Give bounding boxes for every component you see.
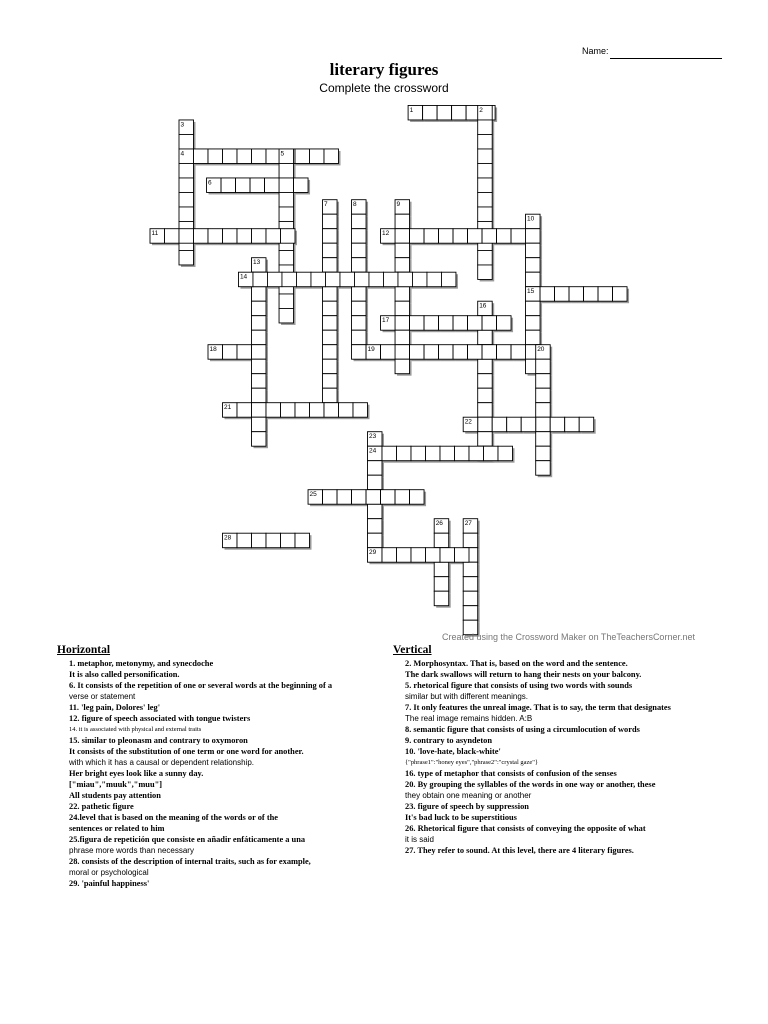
crossword-cell[interactable] — [252, 301, 267, 316]
crossword-cell[interactable] — [253, 272, 268, 287]
crossword-cell[interactable] — [381, 345, 396, 360]
clue-line: sentences or related to him — [69, 824, 165, 833]
crossword-cell[interactable] — [427, 272, 442, 287]
crossword-cell[interactable] — [266, 229, 281, 244]
crossword-cell[interactable] — [434, 577, 449, 592]
crossword-cell[interactable] — [395, 359, 410, 374]
clue-line: All students pay attention — [69, 791, 161, 800]
crossword-cell[interactable] — [352, 316, 367, 331]
crossword-cell[interactable] — [323, 345, 338, 360]
crossword-cell[interactable] — [395, 258, 410, 273]
crossword-cell[interactable] — [279, 294, 294, 309]
crossword-cell[interactable] — [236, 178, 251, 193]
crossword-cell[interactable] — [482, 316, 497, 331]
crossword-cell[interactable] — [295, 149, 310, 164]
crossword-cell[interactable] — [536, 432, 551, 447]
crossword-cell[interactable] — [323, 243, 338, 258]
crossword-cell[interactable] — [324, 149, 339, 164]
crossword-cell[interactable] — [223, 345, 238, 360]
clue-line: 11. 'leg pain, Dolores' leg' — [69, 703, 161, 712]
crossword-cell[interactable] — [279, 207, 294, 222]
crossword-cell[interactable] — [279, 192, 294, 207]
clue-number: 26 — [435, 520, 443, 528]
clue-line: 5. rhetorical figure that consists of using two words with sounds — [405, 681, 633, 690]
crossword-cell[interactable] — [613, 287, 628, 302]
crossword-cell[interactable] — [498, 446, 513, 461]
crossword-cell[interactable] — [266, 533, 281, 548]
crossword-cell[interactable] — [311, 272, 326, 287]
crossword-cell[interactable] — [310, 149, 325, 164]
page-subtitle: Complete the crossword — [319, 81, 449, 95]
crossword-cell[interactable] — [324, 403, 339, 418]
crossword-cell[interactable] — [536, 446, 551, 461]
crossword-cell[interactable] — [369, 272, 384, 287]
horizontal-heading: Horizontal — [57, 644, 111, 656]
crossword-cell[interactable] — [265, 178, 280, 193]
crossword-cell[interactable] — [511, 345, 526, 360]
crossword-cell[interactable] — [323, 316, 338, 331]
crossword-cell[interactable] — [368, 533, 383, 548]
crossword-cell[interactable] — [439, 345, 454, 360]
crossword-cell[interactable] — [424, 316, 439, 331]
clue-number: 5 — [280, 150, 285, 158]
clue-number: 17 — [382, 317, 390, 325]
clue-line: 1. metaphor, metonymy, and synecdoche — [69, 659, 214, 668]
crossword-cell[interactable] — [366, 490, 381, 505]
crossword-cell[interactable] — [353, 403, 368, 418]
crossword-cell[interactable] — [569, 287, 584, 302]
clue-number: 8 — [353, 201, 357, 209]
crossword-cell[interactable] — [511, 229, 526, 244]
crossword-cell[interactable] — [478, 359, 493, 374]
crossword-cell[interactable] — [323, 388, 338, 403]
crossword-cell[interactable] — [237, 403, 252, 418]
clue-line: 15. similar to pleonasm and contrary to oxymoron — [69, 736, 248, 745]
crossword-cell[interactable] — [252, 403, 267, 418]
crossword-cell[interactable] — [179, 229, 194, 244]
vertical-clue-list — [393, 658, 713, 856]
clue-number: 3 — [180, 121, 185, 129]
crossword-cell[interactable] — [478, 388, 493, 403]
crossword-cell[interactable] — [478, 134, 493, 149]
clue-number: 28 — [224, 534, 232, 542]
clue-line: 6. It consists of the repetition of one or several words at the beginning of a — [69, 681, 333, 690]
crossword-cell[interactable] — [536, 461, 551, 476]
clue-line: they obtain one meaning or another — [405, 791, 532, 800]
crossword-cell[interactable] — [482, 345, 497, 360]
clue-number: 20 — [537, 346, 545, 354]
crossword-cell[interactable] — [252, 149, 267, 164]
crossword-cell[interactable] — [352, 243, 367, 258]
crossword-cell[interactable] — [441, 272, 456, 287]
crossword-cell[interactable] — [252, 432, 267, 447]
horizontal-clues — [57, 644, 362, 889]
crossword-cell[interactable] — [281, 533, 296, 548]
crossword-cell[interactable] — [395, 316, 410, 331]
crossword-cell[interactable] — [410, 345, 425, 360]
clue-number: 19 — [367, 346, 375, 354]
crossword-cell[interactable] — [354, 272, 369, 287]
clue-line: 20. By grouping the syllables of the words in one way or another, these — [405, 780, 656, 789]
crossword-cell[interactable] — [295, 533, 310, 548]
crossword-cell[interactable] — [395, 330, 410, 345]
crossword-cell[interactable] — [395, 229, 410, 244]
crossword-cell[interactable] — [478, 265, 493, 280]
crossword-cell[interactable] — [434, 533, 449, 548]
crossword-cell[interactable] — [325, 272, 340, 287]
crossword-cell[interactable] — [478, 192, 493, 207]
crossword-cell[interactable] — [423, 105, 438, 120]
crossword-cell[interactable] — [395, 301, 410, 316]
clue-number: 27 — [464, 520, 472, 528]
crossword-cell[interactable] — [455, 446, 470, 461]
clue-line: 7. It only features the unreal image. That is to say, the term that designates — [405, 703, 671, 712]
crossword-cell[interactable] — [395, 243, 410, 258]
crossword-cell[interactable] — [550, 417, 565, 432]
crossword-cell[interactable] — [382, 446, 397, 461]
crossword-cell[interactable] — [395, 214, 410, 229]
clue-line: moral or psychological — [69, 868, 149, 877]
clue-line: 25.figura de repetición que consiste en añadir enfáticamente a una — [69, 835, 306, 844]
crossword-cell[interactable] — [536, 388, 551, 403]
crossword-cell[interactable] — [281, 403, 296, 418]
crossword-cell[interactable] — [252, 330, 267, 345]
crossword-cell[interactable] — [482, 229, 497, 244]
crossword-cell[interactable] — [437, 105, 452, 120]
clue-line: It's bad luck to be superstitious — [405, 813, 517, 822]
crossword-cell[interactable] — [452, 105, 467, 120]
crossword-cell[interactable] — [453, 229, 468, 244]
clue-line: with which it has a causal or dependent relationship. — [69, 758, 254, 767]
clue-number: 29 — [369, 549, 377, 557]
crossword-cell[interactable] — [339, 403, 354, 418]
crossword-cell[interactable] — [368, 461, 383, 476]
crossword-cell[interactable] — [536, 417, 551, 432]
clue-number: 13 — [253, 259, 261, 267]
crossword-cell[interactable] — [323, 330, 338, 345]
clue-line: 24.level that is based on the meaning of the words or of the — [69, 813, 278, 822]
crossword-cell[interactable] — [381, 490, 396, 505]
crossword-cell[interactable] — [266, 149, 281, 164]
clue-line: 27. They refer to sound. At this level, there are 4 literary figures. — [405, 846, 634, 855]
crossword-cell[interactable] — [223, 149, 238, 164]
crossword-cell[interactable] — [426, 548, 441, 563]
crossword-cell[interactable] — [468, 316, 483, 331]
clue-line: It is also called personification. — [69, 670, 180, 679]
clue-line: 22. pathetic figure — [69, 802, 134, 811]
crossword-cell[interactable] — [579, 417, 594, 432]
crossword-cell[interactable] — [323, 301, 338, 316]
crossword-cell[interactable] — [521, 417, 536, 432]
crossword-cell[interactable] — [478, 417, 493, 432]
clue-line: 23. figure of speech by suppression — [405, 802, 529, 811]
crossword-cell[interactable] — [296, 272, 311, 287]
clue-line: {"phrase1":"honey eyes","phrase2":"crystal gaze"} — [405, 759, 539, 766]
crossword-cell[interactable] — [463, 577, 478, 592]
crossword-cell[interactable] — [382, 548, 397, 563]
clue-line: 9. contrary to asyndeton — [405, 736, 493, 745]
crossword-cell[interactable] — [179, 207, 194, 222]
clue-line: 10. 'love-hate, black-white' — [405, 747, 501, 756]
crossword-cell[interactable] — [397, 548, 412, 563]
clue-number: 7 — [324, 201, 328, 209]
clue-line: ["miau","muuk","muu"] — [69, 780, 163, 789]
crossword-cell[interactable] — [179, 134, 194, 149]
crossword-cell[interactable] — [237, 149, 252, 164]
crossword-cell[interactable] — [468, 229, 483, 244]
vertical-clues — [393, 644, 713, 856]
crossword-cell[interactable] — [323, 359, 338, 374]
crossword-cell[interactable] — [526, 301, 541, 316]
crossword-cell[interactable] — [395, 490, 410, 505]
crossword-cell[interactable] — [497, 316, 512, 331]
crossword-cell[interactable] — [434, 591, 449, 606]
crossword-cell[interactable] — [453, 316, 468, 331]
crossword-cell[interactable] — [410, 490, 425, 505]
crossword-cell[interactable] — [352, 345, 367, 360]
crossword-cell[interactable] — [237, 229, 252, 244]
clue-number: 15 — [527, 288, 535, 296]
clue-line: 28. consists of the description of internal traits, such as for example, — [69, 857, 311, 866]
crossword-cell[interactable] — [478, 330, 493, 345]
crossword-cell[interactable] — [252, 359, 267, 374]
crossword-cell[interactable] — [352, 301, 367, 316]
crossword-cell[interactable] — [252, 374, 267, 389]
clue-number: 11 — [151, 230, 159, 238]
clue-number: 4 — [180, 150, 185, 158]
crossword-cell[interactable] — [434, 562, 449, 577]
crossword-cell[interactable] — [395, 287, 410, 302]
crossword-cell[interactable] — [469, 446, 484, 461]
crossword-cell[interactable] — [455, 548, 470, 563]
crossword-cell[interactable] — [526, 316, 541, 331]
crossword-cell[interactable] — [565, 417, 580, 432]
crossword-cell[interactable] — [194, 229, 209, 244]
crossword-cell[interactable] — [266, 403, 281, 418]
crossword-cell[interactable] — [478, 120, 493, 135]
crossword-cell[interactable] — [368, 504, 383, 519]
crossword-cell[interactable] — [208, 149, 223, 164]
crossword-cell[interactable] — [395, 345, 410, 360]
crossword-cell[interactable] — [426, 446, 441, 461]
crossword-cell[interactable] — [337, 490, 352, 505]
crossword-cell[interactable] — [478, 178, 493, 193]
clue-line: similar but with different meanings. — [405, 692, 529, 701]
clue-line: it is said — [405, 835, 434, 844]
crossword-cell[interactable] — [208, 229, 223, 244]
clue-number: 16 — [479, 302, 487, 310]
crossword-cell[interactable] — [252, 229, 267, 244]
crossword-cell[interactable] — [383, 272, 398, 287]
page-title: literary figures — [329, 60, 439, 79]
crossword-cell[interactable] — [352, 258, 367, 273]
crossword-cell[interactable] — [478, 163, 493, 178]
crossword-cell[interactable] — [179, 192, 194, 207]
crossword-cell[interactable] — [478, 432, 493, 447]
crossword-cell[interactable] — [478, 250, 493, 265]
crossword-cell[interactable] — [497, 229, 512, 244]
crossword-cell[interactable] — [492, 417, 507, 432]
crossword-cell[interactable] — [540, 287, 555, 302]
crossword-cell[interactable] — [279, 178, 294, 193]
clue-line: phrase more words than necessary — [69, 846, 194, 855]
clue-line: 16. type of metaphor that consists of confusion of the senses — [405, 769, 617, 778]
crossword-cell[interactable] — [497, 345, 512, 360]
crossword-cell[interactable] — [179, 163, 194, 178]
clue-line: verse or statement — [69, 692, 136, 701]
crossword-cell[interactable] — [237, 345, 252, 360]
crossword-cell[interactable] — [440, 446, 455, 461]
crossword-cell[interactable] — [440, 548, 455, 563]
crossword-cell[interactable] — [555, 287, 570, 302]
crossword-cell[interactable] — [352, 330, 367, 345]
crossword-cell[interactable] — [252, 388, 267, 403]
crossword-cell[interactable] — [294, 178, 309, 193]
crossword-cell[interactable] — [250, 178, 264, 193]
crossword-cell[interactable] — [352, 214, 367, 229]
clue-number: 25 — [309, 491, 317, 499]
clue-line: The real image remains hidden. A:B — [405, 714, 533, 723]
crossword-cell[interactable] — [411, 446, 426, 461]
clue-line: 2. Morphosyntax. That is, based on the word and the sentence. — [405, 659, 628, 668]
crossword-cell[interactable] — [281, 229, 296, 244]
crossword-cell[interactable] — [282, 272, 297, 287]
crossword-cell[interactable] — [323, 214, 338, 229]
crossword-cell[interactable] — [352, 229, 367, 244]
crossword-cell[interactable] — [279, 308, 294, 323]
crossword-cell[interactable] — [221, 178, 236, 193]
crossword-cell[interactable] — [478, 403, 493, 418]
crossword-cell[interactable] — [323, 258, 338, 273]
clue-number: 2 — [479, 106, 483, 114]
crossword-cell[interactable] — [323, 287, 338, 302]
clue-number: 1 — [409, 106, 414, 114]
crossword-cell[interactable] — [295, 403, 310, 418]
crossword-cell[interactable] — [526, 258, 541, 273]
crossword-cell[interactable] — [267, 272, 282, 287]
clue-line: It consists of the substitution of one term or one word for another. — [69, 747, 304, 756]
crossword-cell[interactable] — [410, 316, 425, 331]
crossword-cell[interactable] — [398, 272, 413, 287]
crossword-cell[interactable] — [453, 345, 468, 360]
clue-number: 10 — [527, 215, 535, 223]
crossword-cell[interactable] — [526, 229, 541, 244]
crossword-cell[interactable] — [463, 591, 478, 606]
crossword-cell[interactable] — [526, 243, 541, 258]
clue-number: 21 — [224, 404, 232, 412]
crossword-cell[interactable] — [397, 446, 412, 461]
crossword-cell[interactable] — [584, 287, 599, 302]
credit-line: Created using the Crossword Maker on TheTeachersCorner.net — [442, 632, 695, 642]
crossword-cell[interactable] — [468, 345, 483, 360]
clue-number: 6 — [208, 179, 212, 187]
crossword-cell[interactable] — [478, 207, 493, 222]
crossword-cell[interactable] — [237, 533, 252, 548]
crossword-cell[interactable] — [352, 490, 367, 505]
clue-line: Her bright eyes look like a sunny day. — [69, 769, 204, 778]
clue-number: 14 — [239, 273, 248, 281]
crossword-cell[interactable] — [368, 519, 383, 534]
crossword-cell[interactable] — [463, 562, 478, 577]
crossword-cell[interactable] — [252, 417, 267, 432]
crossword-cell[interactable] — [526, 330, 541, 345]
clue-line: The dark swallows will return to hang their nests on your balcony. — [405, 670, 642, 679]
clue-number: 12 — [382, 230, 390, 238]
crossword-cell[interactable] — [478, 149, 493, 164]
crossword-cell[interactable] — [279, 250, 294, 265]
clue-number: 18 — [209, 346, 217, 354]
clue-line: 8. semantic figure that consists of using a circumlocution of words — [405, 725, 640, 734]
clue-line: 26. Rhetorical figure that consists of conveying the opposite of what — [405, 824, 646, 833]
clue-line: 12. figure of speech associated with tongue twisters — [69, 714, 251, 723]
crossword-cell[interactable] — [165, 229, 180, 244]
clue-number: 22 — [464, 418, 472, 426]
crossword-cell[interactable] — [410, 229, 425, 244]
crossword-cell[interactable] — [223, 229, 238, 244]
crossword-cell[interactable] — [411, 548, 426, 563]
crossword-cell[interactable] — [536, 374, 551, 389]
crossword-cell[interactable] — [179, 178, 194, 193]
crossword-cell[interactable] — [310, 403, 325, 418]
name-label: Name: — [582, 46, 609, 56]
crossword-cell[interactable] — [412, 272, 427, 287]
crossword-cell[interactable] — [526, 272, 541, 287]
clue-number: 24 — [369, 447, 377, 455]
crossword-cell[interactable] — [252, 316, 267, 331]
crossword-cell[interactable] — [368, 475, 383, 490]
crossword-cell[interactable] — [507, 417, 522, 432]
crossword-cell[interactable] — [252, 287, 267, 302]
crossword-cell[interactable] — [463, 606, 478, 621]
crossword-cell[interactable] — [323, 229, 338, 244]
crossword-cell[interactable] — [323, 374, 338, 389]
crossword-cell[interactable] — [536, 359, 551, 374]
crossword-cell[interactable] — [439, 229, 454, 244]
crossword-cell[interactable] — [194, 149, 209, 164]
crossword-cell[interactable] — [252, 533, 267, 548]
crossword-cell[interactable] — [598, 287, 613, 302]
crossword-cell[interactable] — [252, 345, 267, 360]
crossword-cell[interactable] — [279, 163, 294, 178]
crossword-cell[interactable] — [352, 287, 367, 302]
clue-line: 29. 'painful happiness' — [69, 879, 150, 888]
crossword-cell[interactable] — [424, 345, 439, 360]
crossword-cell[interactable] — [340, 272, 355, 287]
crossword-cell[interactable] — [439, 316, 454, 331]
crossword-cell[interactable] — [323, 490, 338, 505]
clue-number: 9 — [396, 201, 401, 209]
horizontal-clue-list — [57, 658, 362, 889]
clue-number: 23 — [369, 433, 377, 441]
crossword-cell[interactable] — [179, 250, 194, 265]
crossword-cell[interactable] — [536, 403, 551, 418]
crossword-cell[interactable] — [484, 446, 499, 461]
crossword-cell[interactable] — [478, 374, 493, 389]
clue-line: 14. it is associated with physical and external traits — [69, 726, 202, 733]
crossword-cell[interactable] — [463, 533, 478, 548]
crossword-cell[interactable] — [424, 229, 439, 244]
vertical-heading: Vertical — [393, 644, 432, 656]
